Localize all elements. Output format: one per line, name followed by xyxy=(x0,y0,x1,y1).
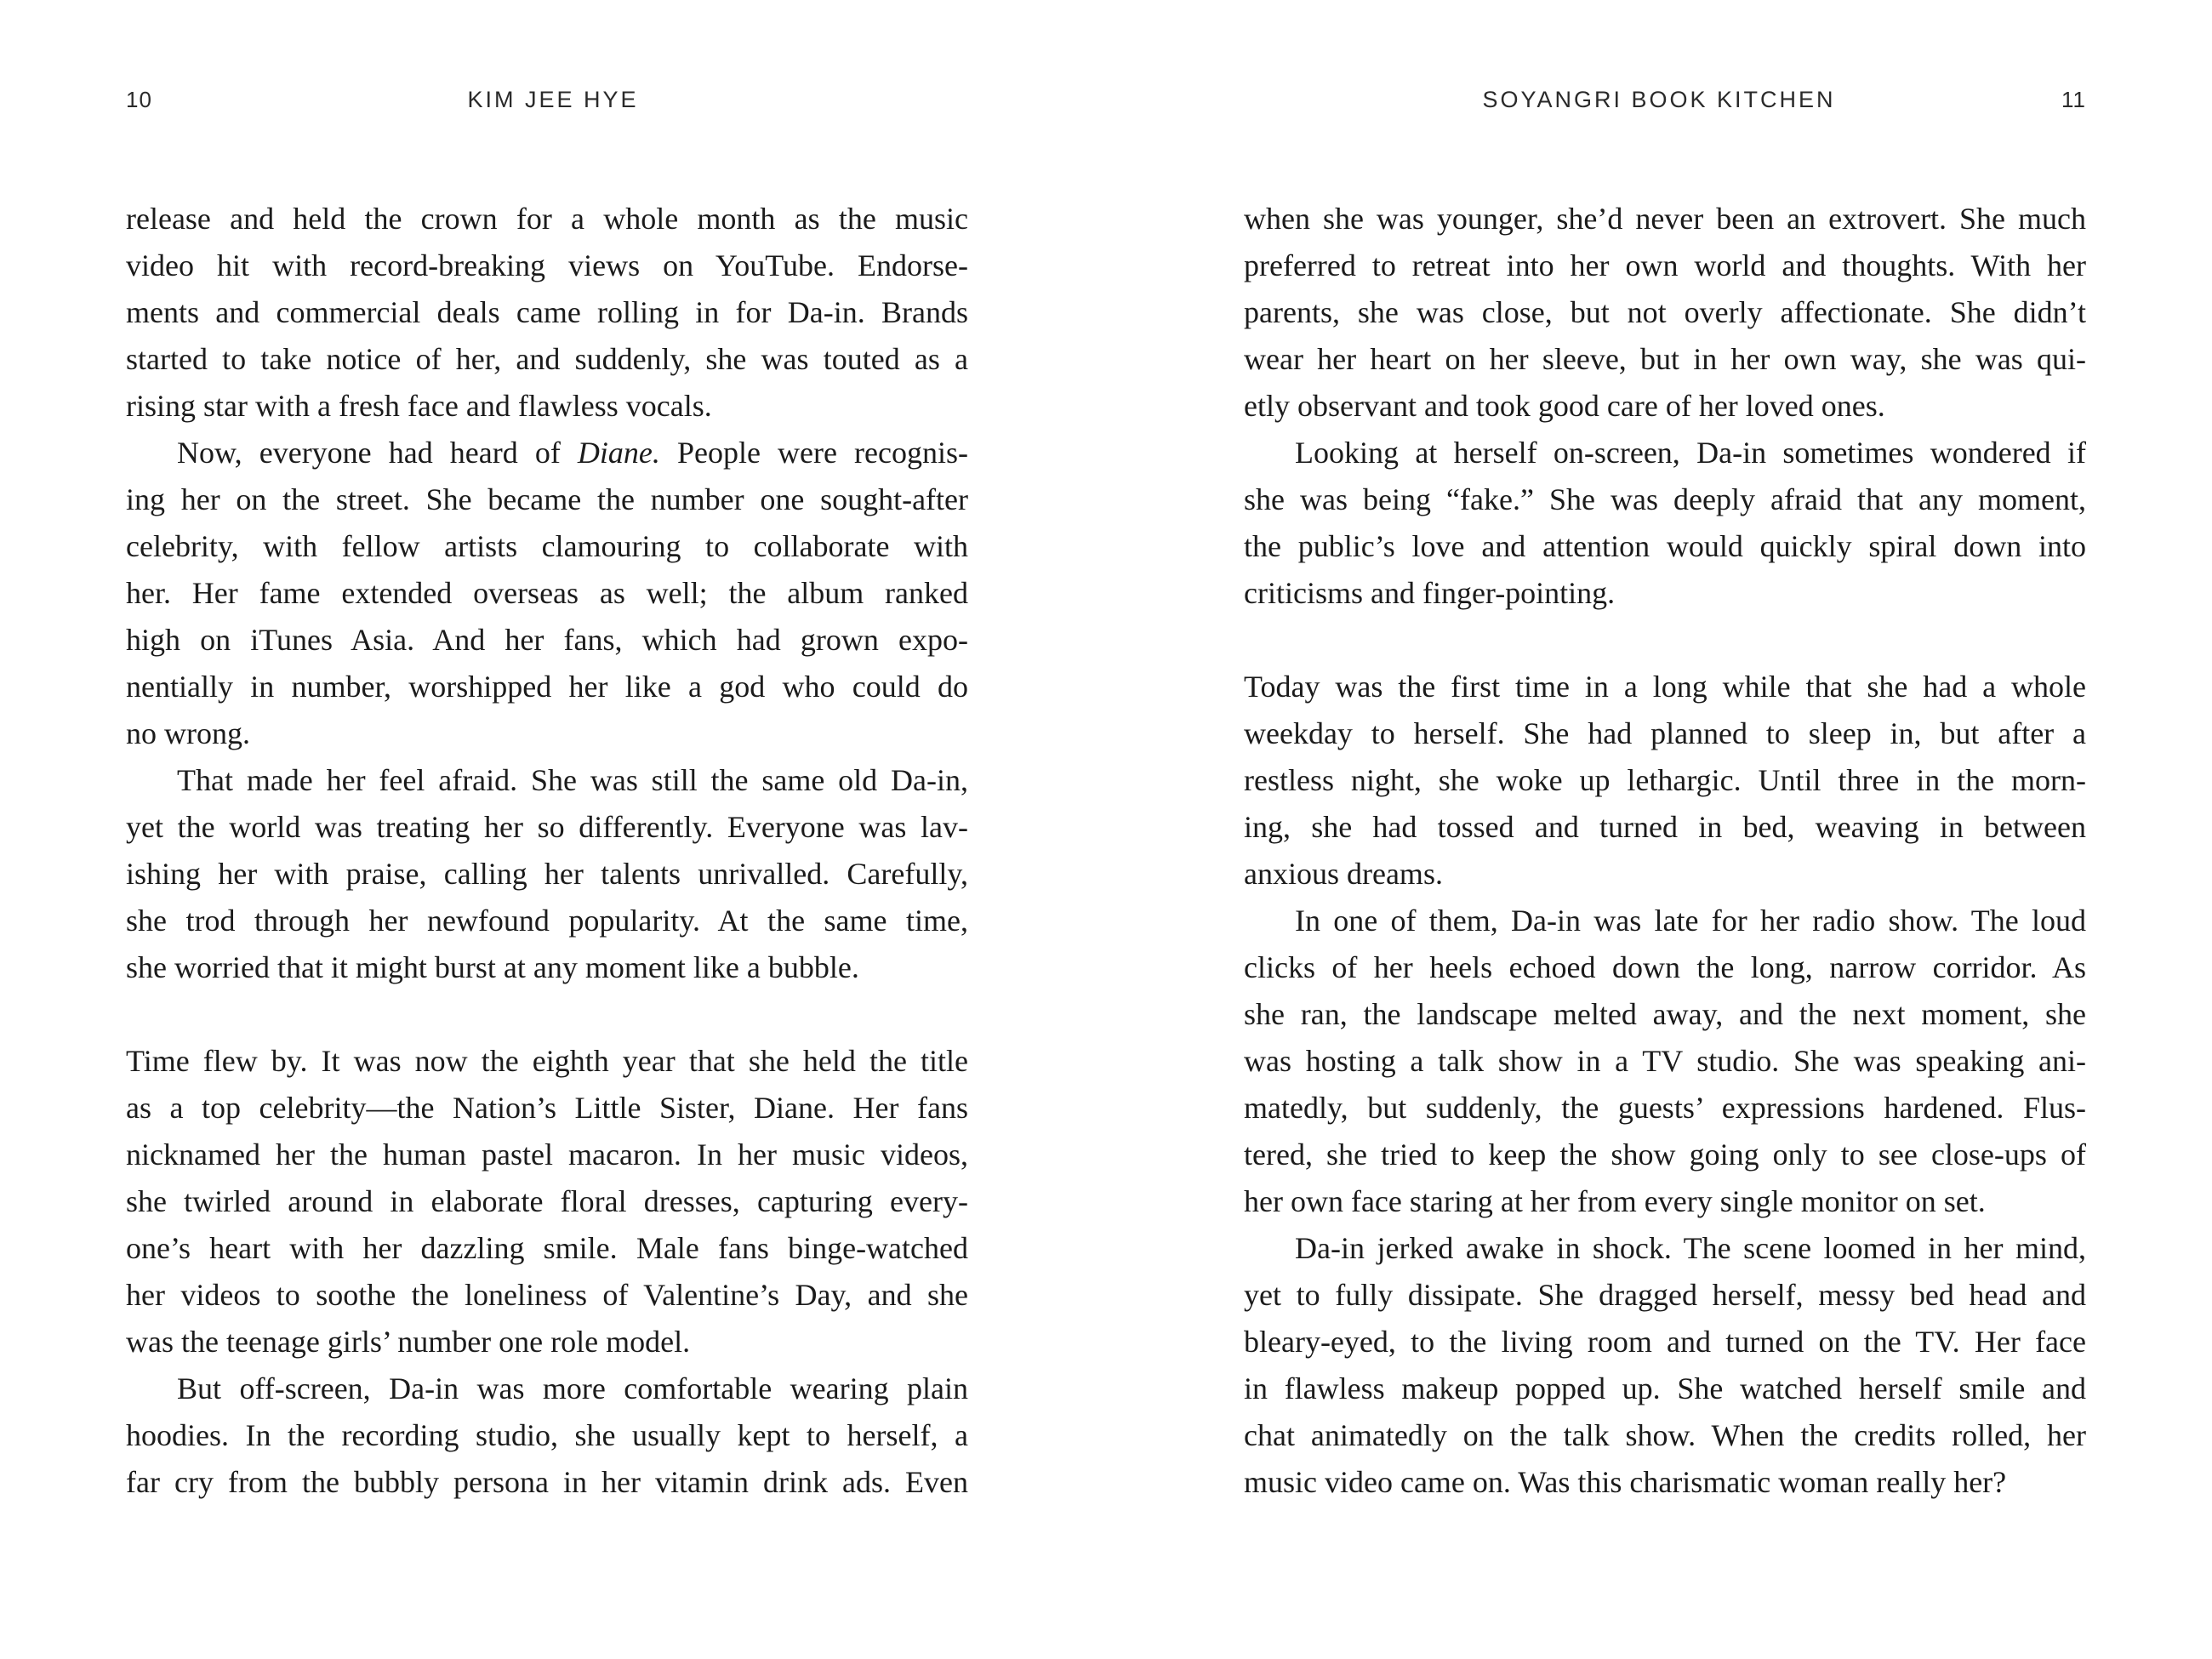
text-line: the public’s love and attention would quickly spiral down into xyxy=(1244,529,2086,563)
text-line: anxious dreams. xyxy=(1244,857,1443,891)
text-line: matedly, but suddenly, the guests’ expressions hardened. Flus- xyxy=(1244,1091,2086,1125)
text-line: tered, she tried to keep the show going only to see close-ups of xyxy=(1244,1137,2086,1172)
text-line: was the teenage girls’ number one role model. xyxy=(126,1325,691,1359)
text-line: Looking at herself on-screen, Da-in sometimes wondered if xyxy=(1295,436,2086,470)
text-line: In one of them, Da-in was late for her radio show. The loud xyxy=(1295,904,2086,938)
page-body xyxy=(1244,196,2086,1506)
text-line: she ran, the landscape melted away, and the next moment, she xyxy=(1244,997,2086,1031)
text-line: hoodies. In the recording studio, she usually kept to herself, a xyxy=(126,1418,968,1452)
text-line: far cry from the bubbly persona in her vitamin drink ads. Even xyxy=(126,1465,968,1499)
paragraph-gap xyxy=(126,991,968,1038)
text-line: ing, she had tossed and turned in bed, weaving in between xyxy=(1244,810,2086,844)
paragraph xyxy=(126,1365,968,1506)
text-line: she trod through her newfound popularity. At the same time, xyxy=(126,904,968,938)
text-line: criticisms and finger-pointing. xyxy=(1244,576,1616,610)
page-body xyxy=(126,196,968,1506)
text-line: her own face staring at her from every single monitor on set. xyxy=(1244,1184,1986,1218)
text-line: was hosting a talk show in a TV studio. She was speaking ani- xyxy=(1244,1044,2086,1078)
text-line: high on iTunes Asia. And her fans, which had grown expo- xyxy=(126,623,968,657)
text-line: Now, everyone had heard of Diane. People were recognis- xyxy=(177,436,968,470)
text-line: celebrity, with fellow artists clamouring to collaborate with xyxy=(126,529,968,563)
text-line: yet the world was treating her so differently. Everyone was lav- xyxy=(126,810,968,844)
text-line: weekday to herself. She had planned to sleep in, but after a xyxy=(1244,716,2086,750)
text-line: her. Her fame extended overseas as well; the album ranked xyxy=(126,576,968,610)
left-page-header xyxy=(0,87,1106,112)
paragraph xyxy=(126,196,968,430)
paragraph xyxy=(126,757,968,991)
text-line: wear her heart on her sleeve, but in her own way, she was qui- xyxy=(1244,342,2086,376)
text-line: one’s heart with her dazzling smile. Male fans binge-watched xyxy=(126,1231,968,1265)
page-number: 11 xyxy=(2061,87,2086,112)
text-line: clicks of her heels echoed down the long, narrow corridor. As xyxy=(1244,950,2086,984)
paragraph xyxy=(126,430,968,757)
page-number: 10 xyxy=(126,87,152,112)
paragraph xyxy=(1244,898,2086,1225)
text-line: preferred to retreat into her own world and thoughts. With her xyxy=(1244,248,2086,282)
text-line: she worried that it might burst at any moment like a bubble. xyxy=(126,950,859,984)
text-line: nicknamed her the human pastel macaron. In her music videos, xyxy=(126,1137,968,1172)
text-line: music video came on. Was this charismatic woman really her? xyxy=(1244,1465,2007,1499)
text-line: nentially in number, worshipped her like a god who could do xyxy=(126,670,968,704)
text-line: Today was the first time in a long while that she had a whole xyxy=(1244,670,2086,704)
text-line: she twirled around in elaborate floral dresses, capturing every- xyxy=(126,1184,968,1218)
text-line: when she was younger, she’d never been an extrovert. She much xyxy=(1244,202,2086,236)
text-line: she was being “fake.” She was deeply afraid that any moment, xyxy=(1244,482,2086,516)
text-line: ing her on the street. She became the number one sought-after xyxy=(126,482,968,516)
text-line: ishing her with praise, calling her talents unrivalled. Carefully, xyxy=(126,857,968,891)
running-header: KIM JEE HYE xyxy=(467,87,639,112)
text-line: Da-in jerked awake in shock. The scene loomed in her mind, xyxy=(1295,1231,2086,1265)
paragraph xyxy=(126,1038,968,1365)
right-page xyxy=(1106,0,2212,1659)
text-line: video hit with record-breaking views on YouTube. Endorse- xyxy=(126,248,968,282)
right-page-header xyxy=(1106,87,2212,112)
text-line: But off-screen, Da-in was more comfortable wearing plain xyxy=(177,1371,968,1405)
text-line: as a top celebrity—the Nation’s Little Sister, Diane. Her fans xyxy=(126,1091,968,1125)
text-line: etly observant and took good care of her loved ones. xyxy=(1244,389,1885,423)
paragraph xyxy=(1244,1225,2086,1506)
text-line: her videos to soothe the loneliness of Valentine’s Day, and she xyxy=(126,1278,968,1312)
text-line: bleary-eyed, to the living room and turned on the TV. Her face xyxy=(1244,1325,2086,1359)
text-line: ments and commercial deals came rolling in for Da-in. Brands xyxy=(126,295,968,329)
paragraph xyxy=(1244,664,2086,898)
text-line: yet to fully dissipate. She dragged herself, messy bed head and xyxy=(1244,1278,2086,1312)
paragraph-gap xyxy=(1244,617,2086,664)
paragraph xyxy=(1244,196,2086,430)
running-header: SOYANGRI BOOK KITCHEN xyxy=(1482,87,1836,112)
text-line: no wrong. xyxy=(126,716,250,750)
text-line: chat animatedly on the talk show. When the credits rolled, her xyxy=(1244,1418,2086,1452)
text-line: restless night, she woke up lethargic. Until three in the morn- xyxy=(1244,763,2086,797)
text-line: That made her feel afraid. She was still the same old Da-in, xyxy=(177,763,968,797)
paragraph xyxy=(1244,430,2086,617)
text-line: Time flew by. It was now the eighth year that she held the title xyxy=(126,1044,968,1078)
text-line: release and held the crown for a whole month as the music xyxy=(126,202,968,236)
text-line: in flawless makeup popped up. She watched herself smile and xyxy=(1244,1371,2086,1405)
text-line: started to take notice of her, and suddenly, she was touted as a xyxy=(126,342,968,376)
text-line: parents, she was close, but not overly affectionate. She didn’t xyxy=(1244,295,2086,329)
text-line: rising star with a fresh face and flawless vocals. xyxy=(126,389,712,423)
